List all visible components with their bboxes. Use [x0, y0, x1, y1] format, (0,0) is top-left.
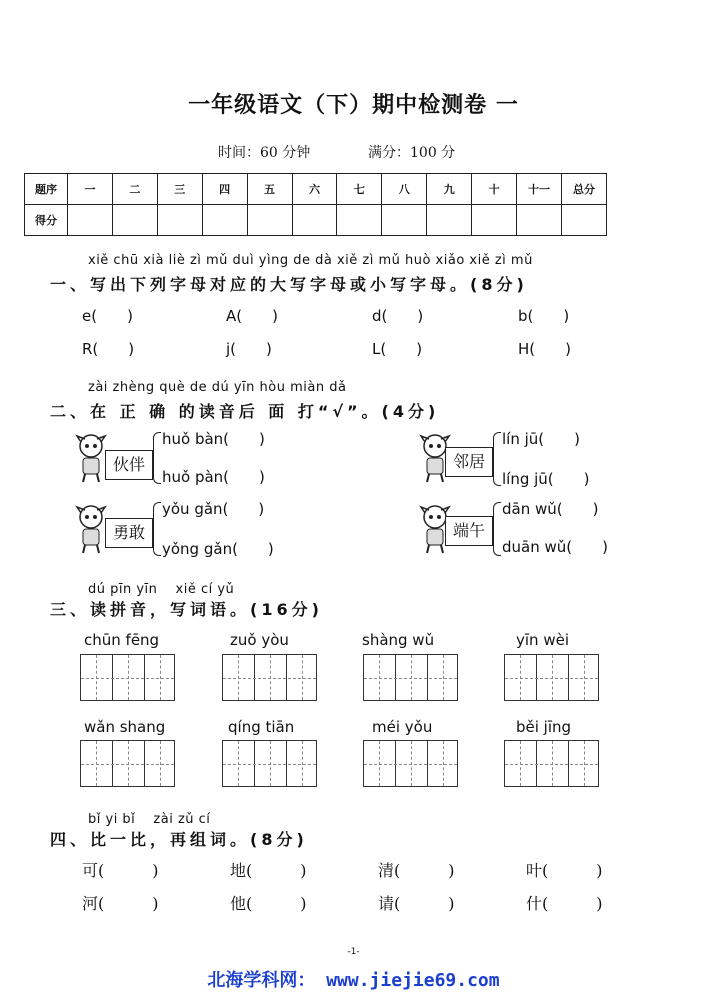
letter-item[interactable]: d( ): [372, 307, 424, 325]
score-table: [24, 173, 607, 236]
score-table-label: 得分: [25, 205, 68, 236]
score-input-cell[interactable]: [202, 205, 247, 236]
page-number: -1-: [347, 947, 360, 957]
word-pinyin: běi jīng: [516, 718, 572, 736]
pinyin-option[interactable]: huǒ bàn( ): [162, 430, 265, 448]
cartoon-boy-icon: [74, 432, 108, 484]
score-input-cell[interactable]: [382, 205, 427, 236]
section1-title: 一、写出下列字母对应的大写字母或小写字母。(8分): [50, 275, 528, 294]
char-item[interactable]: 地( ): [230, 861, 307, 880]
word-pinyin: yīn wèi: [516, 631, 569, 649]
score-table-cell: 三: [157, 174, 202, 205]
score-input-cell[interactable]: [561, 205, 606, 236]
score-input-cell[interactable]: [472, 205, 517, 236]
score-table-cell: 十一: [517, 174, 562, 205]
letter-item[interactable]: A( ): [226, 307, 278, 325]
word-pinyin: chūn fēng: [84, 631, 160, 649]
score-input-cell[interactable]: [427, 205, 472, 236]
letter-item[interactable]: j( ): [226, 340, 272, 358]
word-box: 邻居: [445, 447, 493, 477]
char-item[interactable]: 请( ): [378, 894, 455, 913]
char-item[interactable]: 什( ): [526, 894, 603, 913]
pinyin-option[interactable]: yǒng gǎn( ): [162, 540, 274, 558]
score-table-cell: 总分: [561, 174, 606, 205]
cartoon-boy-icon: [74, 503, 108, 555]
score-input-cell[interactable]: [68, 205, 113, 236]
exam-full-score: 满分：100 分: [368, 145, 456, 161]
char-item[interactable]: 叶( ): [526, 861, 603, 880]
pinyin-option[interactable]: duān wǔ( ): [502, 538, 608, 556]
pinyin-option[interactable]: líng jū( ): [502, 470, 590, 488]
letter-item[interactable]: e( ): [82, 307, 133, 325]
section4-pinyin: bǐ yi bǐ zài zǔ cí: [88, 812, 211, 827]
score-table-score-row: [25, 205, 607, 236]
score-input-cell[interactable]: [157, 205, 202, 236]
score-table-header-row: [25, 174, 607, 205]
score-input-cell[interactable]: [292, 205, 337, 236]
exam-time: 时间：60 分钟: [218, 145, 311, 161]
letter-item[interactable]: R( ): [82, 340, 135, 358]
score-table-cell: 八: [382, 174, 427, 205]
writing-grid[interactable]: [363, 740, 458, 787]
word-box: 端午: [445, 516, 493, 546]
section2-pinyin: zài zhèng què de dú yīn hòu miàn dǎ: [88, 380, 347, 395]
score-table-cell: 四: [202, 174, 247, 205]
char-item[interactable]: 可( ): [82, 861, 159, 880]
char-item[interactable]: 河( ): [82, 894, 159, 913]
section1-pinyin: xiě chū xià liè zì mǔ duì yìng de dà xiě zì mǔ huò xiǎo xiě zì mǔ: [88, 253, 533, 268]
writing-grid[interactable]: [80, 740, 175, 787]
footer-watermark-link[interactable]: 北海学科网： www.jiejie69.com: [207, 970, 500, 991]
letter-item[interactable]: b( ): [518, 307, 570, 325]
pinyin-option[interactable]: lín jū( ): [502, 430, 580, 448]
pinyin-option[interactable]: dān wǔ( ): [502, 500, 599, 518]
char-item[interactable]: 他( ): [230, 894, 307, 913]
brace-bracket: [153, 432, 161, 484]
score-table-cell: 二: [112, 174, 157, 205]
score-input-cell[interactable]: [517, 205, 562, 236]
word-pinyin: wǎn shang: [84, 718, 166, 736]
writing-grid[interactable]: [363, 654, 458, 701]
page-title: 一年级语文（下）期中检测卷 一: [188, 93, 519, 118]
pinyin-option[interactable]: yǒu gǎn( ): [162, 500, 265, 518]
score-table-cell: 一: [68, 174, 113, 205]
word-pinyin: qíng tiān: [228, 718, 295, 736]
score-table-cell: 十: [472, 174, 517, 205]
brace-bracket: [493, 432, 501, 486]
char-item[interactable]: 清( ): [378, 861, 455, 880]
score-table-cell: 题序: [25, 174, 68, 205]
brace-bracket: [493, 502, 501, 556]
writing-grid[interactable]: [504, 740, 599, 787]
score-table-cell: 九: [427, 174, 472, 205]
writing-grid[interactable]: [504, 654, 599, 701]
score-table-cell: 五: [247, 174, 292, 205]
score-table-cell: 七: [337, 174, 382, 205]
writing-grid[interactable]: [222, 740, 317, 787]
section3-title: 三、读拼音，写词语。(16分): [50, 600, 323, 619]
section4-title: 四、比一比，再组词。(8分): [50, 830, 308, 849]
section2-title: 二、在 正 确 的读音后 面 打“√”。(4分): [50, 402, 440, 421]
score-input-cell[interactable]: [247, 205, 292, 236]
score-input-cell[interactable]: [112, 205, 157, 236]
score-table-cell: 六: [292, 174, 337, 205]
brace-bracket: [153, 502, 161, 556]
writing-grid[interactable]: [222, 654, 317, 701]
section3-pinyin: dú pīn yīn xiě cí yǔ: [88, 582, 235, 597]
letter-item[interactable]: L( ): [372, 340, 423, 358]
word-box: 伙伴: [105, 450, 153, 480]
word-box: 勇敢: [105, 518, 153, 548]
score-input-cell[interactable]: [337, 205, 382, 236]
word-pinyin: zuǒ yòu: [230, 631, 289, 649]
word-pinyin: méi yǒu: [372, 718, 433, 736]
writing-grid[interactable]: [80, 654, 175, 701]
letter-item[interactable]: H( ): [518, 340, 571, 358]
pinyin-option[interactable]: huǒ pàn( ): [162, 468, 265, 486]
word-pinyin: shàng wǔ: [362, 631, 435, 649]
